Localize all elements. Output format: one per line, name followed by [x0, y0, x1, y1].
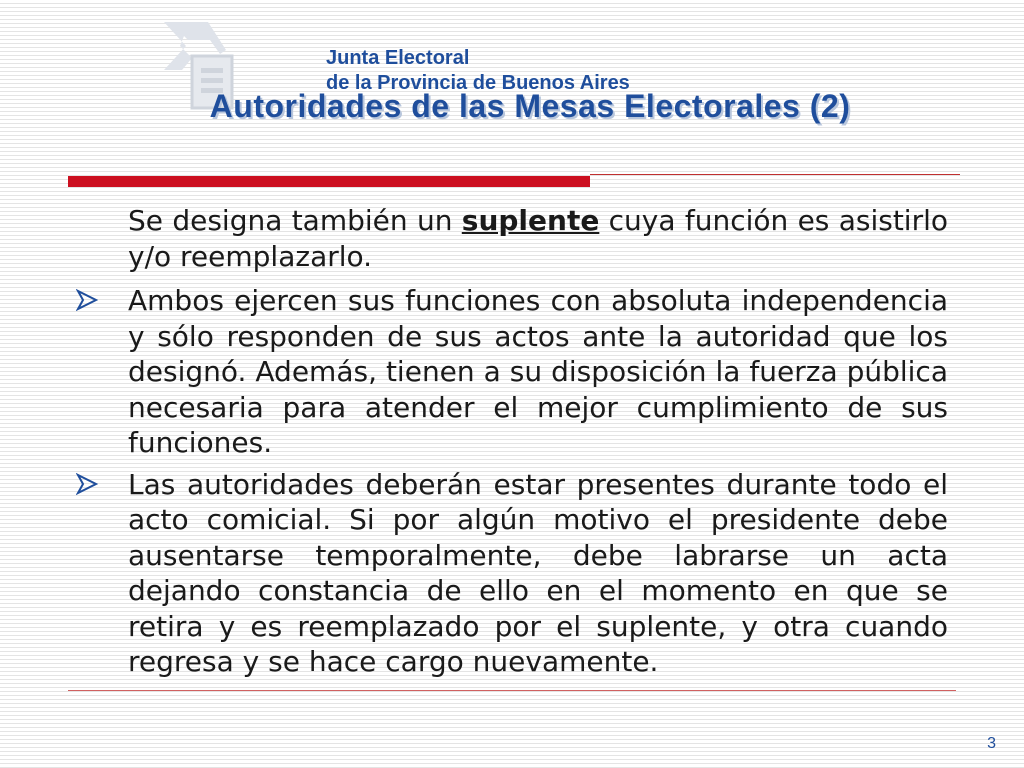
bullet-item [128, 283, 948, 461]
bullet-text-2: Las autoridades deberán estar presentes durante todo el acto comicial. Si por algún motivo el presidente debe ausentarse temporalmente, debe labrarse un acta dejando constancia de ello en el momento en que se retira y es reemplazado por el suplente, y otra cuando regresa y se hace cargo nuevamente. [128, 467, 948, 678]
intro-text-end: cuya función es asistirlo y/o reemplazarlo. [128, 204, 949, 273]
title-divider-line [590, 174, 960, 175]
slide-title: Autoridades de las Mesas Electorales (2) [209, 88, 851, 124]
arrow-bullet-icon [76, 289, 98, 311]
org-line-1: Junta Electoral [326, 47, 470, 69]
intro-paragraph [128, 203, 948, 274]
bullet-text-1: Ambos ejercen sus funciones con absoluta independencia y sólo responden de sus actos ante la autoridad que los designó. Además, tienen a su disposición la fuerza pública necesaria para atender el mejor cumplimiento de sus funciones. [128, 284, 948, 459]
suplente-term: suplente [461, 204, 600, 237]
slide-body [128, 203, 948, 686]
arrow-bullet-icon [76, 473, 98, 495]
bullet-item [128, 467, 948, 680]
title-underline-bar [68, 176, 590, 187]
intro-text-start: Se designa también un [128, 204, 462, 237]
page-number: 3 [987, 735, 996, 752]
org-line-2: de la Provincia de Buenos Aires [326, 72, 630, 94]
footer-divider-line [68, 690, 956, 691]
